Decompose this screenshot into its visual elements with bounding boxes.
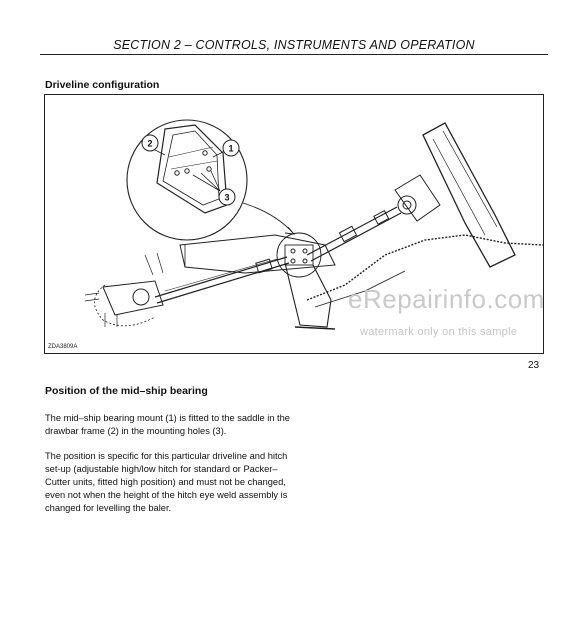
callout-3: 3 <box>224 192 230 203</box>
callout-2: 2 <box>147 138 153 149</box>
section-heading: Position of the mid–ship bearing <box>45 385 208 397</box>
paragraph-2: The position is specific for this particular driveline and hitch set-up (adjustable high/low hitch for standard or Packer–Cutter units, fitted high position) and must not be changed, even not when the height of the hitch eye weld assembly is changed for levelling the baler. <box>45 451 288 513</box>
watermark-site: eRepairinfo.com <box>348 284 545 314</box>
figure-reference: ZDA3809A <box>48 344 78 350</box>
figure-heading: Driveline configuration <box>45 79 160 91</box>
watermark-notice: watermark only on this sample <box>360 326 518 338</box>
callout-1: 1 <box>228 143 234 154</box>
page-number: 23 <box>528 360 540 371</box>
driveline-illustration <box>45 95 544 354</box>
paragraph-1: The mid–ship bearing mount (1) is fitted to the saddle in the drawbar frame (2) in the mounting holes (3). <box>45 413 290 436</box>
header-rule <box>40 54 548 55</box>
figure-frame <box>44 94 544 354</box>
section-header: SECTION 2 – CONTROLS, INSTRUMENTS AND OPERATION <box>113 38 475 52</box>
